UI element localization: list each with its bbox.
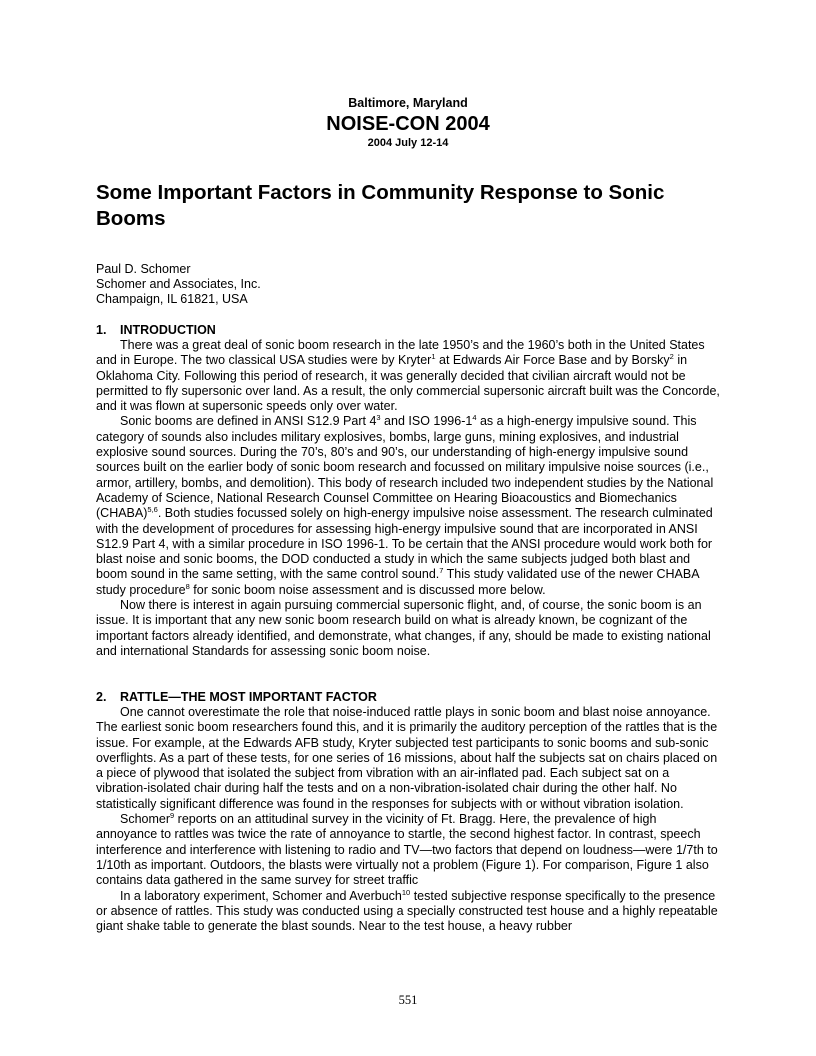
reference-superscript: 1: [431, 352, 436, 362]
paper-page: [96, 0, 720, 1056]
body-paragraph: In a laboratory experiment, Schomer and Averbuch$^{10}$ tested subjective response specifically to the presence or absence of rattles. This study was conducted using a specially constructed test house and a highly repeatable giant shake table to generate the blast sounds. Near to the test house, a heavy rubber: [96, 887, 718, 934]
section-rattle: [96, 690, 720, 934]
page-number: 551: [398, 993, 418, 1007]
body-paragraph: One cannot overestimate the role that noise-induced rattle plays in sonic boom and blast noise annoyance. The earliest sonic boom researchers found this, and it is primarily the auditory perception of the rattles that is the issue. For example, at the Edwards AFB study, Kryter subjected test participants to sonic booms and sub-sonic overflights. As a part of these tests, for one series of 16 missions, about half the subjects sat on chairs placed on a piece of plywood that isolated the subject from vibration with an air-inflated pad. Each subject sat on a vibration-isolated chair during half the tests and on a non-vibration-isolated chair during the other half. No statistically significant difference was found in the responses for subjects with or without vibration isolation.: [96, 705, 718, 811]
section-title: RATTLE—THE MOST IMPORTANT FACTOR: [120, 690, 377, 704]
section-heading: [96, 323, 720, 338]
body-paragraph: Now there is interest in again pursuing commercial supersonic flight, and, of course, the sonic boom is an issue. It is important that any new sonic boom research build on what is already known, be cognizant of the important factors already identified, and demonstrate, what changes, if any, should be made to existing national and international Standards for assessing sonic boom noise.: [96, 598, 711, 658]
paper-title: Some Important Factors in Community Response to Sonic Booms: [96, 181, 665, 230]
reference-superscript: 7: [439, 566, 444, 576]
reference-superscript: 10: [401, 887, 411, 897]
reference-superscript: 9: [170, 811, 175, 821]
reference-superscript: 3: [376, 413, 381, 423]
conference-location: Baltimore, Maryland: [348, 96, 468, 110]
author-affiliation: Schomer and Associates, Inc.: [96, 277, 261, 291]
section-introduction: [96, 323, 720, 659]
section-title: INTRODUCTION: [120, 323, 216, 337]
body-paragraph: Schomer$^9$ reports on an attitudinal survey in the vicinity of Ft. Bragg. Here, the prevalence of high annoyance to rattles was twice the rate of annoyance to startle, the second highest factor. In contrast, speech interference and interference with listening to radio and TV—two factors that depend on loudness—were 1/7th to 1/10th as important. Outdoors, the blasts were virtually not a problem (Figure 1). For comparison, Figure 1 also contains data gathered in the same survey for street traffic: [96, 811, 718, 888]
reference-superscript: 5,6: [147, 505, 158, 515]
author-address: Champaign, IL 61821, USA: [96, 292, 248, 306]
conference-date: 2004 July 12-14: [367, 137, 449, 149]
reference-superscript: 2: [669, 352, 674, 362]
reference-superscript: 4: [472, 413, 477, 423]
body-paragraph: There was a great deal of sonic boom research in the late 1950’s and the 1960’s both in the United States and in Europe. The two classical USA studies were by Kryter$^1$ at Edwards Air Force Base and by Borsky$^2$ in Oklahoma City. Following this period of research, it was generally decided that civilian aircraft would not be permitted to fly supersonic over land. As a result, the only commercial supersonic aircraft built was the Concorde, and it was flown at supersonic speeds only over water.: [96, 338, 720, 414]
section-heading: [96, 690, 720, 705]
author-block: [96, 262, 261, 307]
section-number: 2.: [96, 690, 107, 704]
conference-name: NOISE-CON 2004: [326, 113, 490, 135]
reference-superscript: 8: [185, 581, 190, 591]
body-paragraph: Sonic booms are defined in ANSI S12.9 Part $4^3$ and ISO $1996-1^4$ as a high-energy impulsive sound. This category of sounds also includes military explosives, bombs, large guns, mining explosives, and industrial explosive sound sources. During the 70’s, 80’s and 90’s, our understanding of high-energy impulsive sound sources built on the earlier body of sonic boom research and focussed on military impulsive noise sources (i.e., armor, artillery, bombs, and demolition). This body of research included two independent studies by the National Academy of Science, National Research Counsel Committee on Hearing Bioacoustics and Biomechanics (CHABA)$^{5,6}$. Both studies focussed solely on high-energy impulsive noise assessment. The research culminated with the development of procedures for assessing high-energy impulsive sound that are incorporated in ANSI S12.9 Part 4, with a similar procedure in ISO 1996-1. To be certain that the ANSI procedure would work both for blast noise and sonic booms, the DOD conducted a study in which the same subjects judged both blast and boom sound in the same setting, with the same control sound.$^7$ This study validated use of the newer CHABA study procedure$^8$ for sonic boom noise assessment and is discussed more below.: [96, 413, 714, 597]
section-number: 1.: [96, 323, 107, 337]
author-name: Paul D. Schomer: [96, 262, 191, 276]
